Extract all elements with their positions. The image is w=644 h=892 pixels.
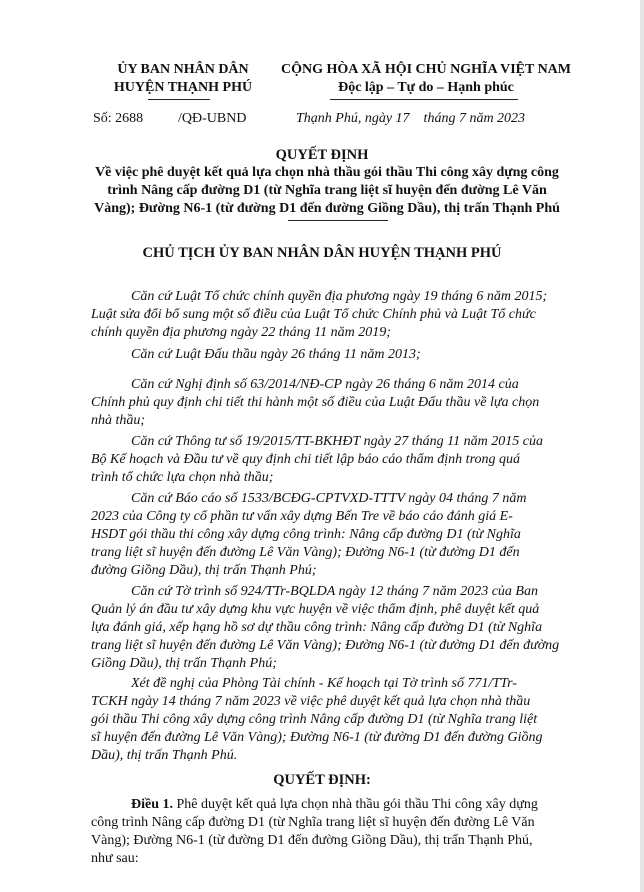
subject-line: Về việc phê duyệt kết quả lựa chọn nhà thầu gói thầu Thi công xây dựng công [95, 165, 559, 180]
document-title: QUYẾT ĐỊNH [275, 147, 369, 163]
document-code: /QĐ-UBND [178, 111, 247, 126]
legal-basis-paragraph [91, 433, 583, 487]
org-underline [148, 99, 210, 100]
basis-line: Quản lý án đầu tư xây dựng khu vực huyện về việc thẩm định, phê duyệt kết quả [91, 602, 540, 617]
page-edge [640, 0, 644, 892]
legal-basis-paragraph [91, 376, 583, 430]
basis-line: Xét đề nghị của Phòng Tài chính - Kế hoạch tại Tờ trình số 771/TTr- [131, 676, 517, 691]
basis-line: trình tổ chức lựa chọn nhà thầu; [91, 470, 274, 485]
decision-heading: QUYẾT ĐỊNH: [273, 772, 371, 788]
basis-line: Căn cứ Thông tư số 19/2015/TT-BKHĐT ngày 27 tháng 11 năm 2015 của [131, 434, 543, 449]
legal-basis-paragraph [91, 346, 583, 364]
place-date: Thạnh Phú, ngày 17 tháng 7 năm 2023 [296, 111, 526, 126]
basis-line: Căn cứ Luật Đấu thầu ngày 26 tháng 11 năm 2013; [131, 347, 421, 362]
article-first-line [91, 796, 583, 814]
org-name-line1: ỦY BAN NHÂN DÂN [117, 62, 249, 77]
basis-line: Căn cứ Nghị định số 63/2014/NĐ-CP ngày 26 tháng 6 năm 2014 của [131, 377, 519, 392]
basis-line: Chính phủ quy định chi tiết thi hành một số điều của Luật Đấu thầu về lựa chọn [91, 395, 540, 410]
national-motto: Độc lập – Tự do – Hạnh phúc [338, 80, 514, 95]
basis-line: Căn cứ Tờ trình số 924/TTr-BQLDA ngày 12 tháng 7 năm 2023 của Ban [131, 584, 538, 599]
article-line: Vàng); Đường N6-1 (từ đường D1 đến đường Giồng Dầu), thị trấn Thạnh Phú, [91, 833, 533, 848]
basis-line: Căn cứ Luật Tổ chức chính quyền địa phương ngày 19 tháng 6 năm 2015; [131, 289, 548, 304]
legal-basis-paragraph [91, 490, 583, 580]
basis-line: Luật sửa đổi bổ sung một số điều của Luật Tổ chức Chính phủ và Luật Tổ chức [91, 307, 536, 322]
basis-line: Dầu), thị trấn Thạnh Phú. [91, 748, 238, 763]
basis-line: 2023 của Công ty cổ phần tư vấn xây dựng Bến Tre về báo cáo đánh giá E- [91, 509, 513, 524]
legal-basis-paragraph [91, 583, 583, 673]
article-label: Điều 1. [131, 797, 173, 812]
basis-line: trang liệt sĩ huyện đến đường Lê Văn Vàng); Đường N6-1 (từ đường D1 đến đường [91, 638, 560, 653]
basis-line: đường Giồng Dầu), thị trấn Thạnh Phú; [91, 563, 317, 578]
article-1 [91, 796, 583, 868]
basis-line: sĩ huyện đến đường Lê Văn Vàng); Đường N6-1 (từ đường D1 đến đường Giồng [91, 730, 543, 745]
basis-line: chính quyền địa phương ngày 22 tháng 11 năm 2019; [91, 325, 391, 340]
subject-line: trình Nâng cấp đường D1 (từ Nghĩa trang liệt sĩ huyện đến đường Lê Văn [107, 183, 547, 198]
basis-line: Giồng Dầu), thị trấn Thạnh Phú; [91, 656, 277, 671]
basis-line: Căn cứ Báo cáo số 1533/BCĐG-CPTVXD-TTTV ngày 04 tháng 7 năm [131, 491, 527, 506]
article-line: công trình Nâng cấp đường D1 (từ Nghĩa trang liệt sĩ huyện đến đường Lê Văn [91, 815, 535, 830]
basis-line: nhà thầu; [91, 413, 146, 428]
basis-line: HSDT gói thầu thi công xây dựng công trình: Nâng cấp đường D1 (từ Nghĩa [91, 527, 521, 542]
national-title: CỘNG HÒA XÃ HỘI CHỦ NGHĨA VIỆT NAM [280, 62, 571, 77]
legal-basis-paragraph [91, 675, 583, 765]
subject-underline [288, 220, 388, 221]
basis-line: Bộ Kế hoạch và Đầu tư về quy định chi tiết lập báo cáo thẩm định trong quá [91, 452, 520, 467]
article-text: Phê duyệt kết quả lựa chọn nhà thầu gói thầu Thi công xây dựng [173, 797, 538, 812]
article-line: như sau: [91, 851, 139, 866]
motto-underline [330, 99, 518, 100]
org-name-line2: HUYỆN THẠNH PHÚ [113, 80, 253, 95]
document-number: Số: 2688 [93, 111, 144, 126]
basis-line: lựa đánh giá, xếp hạng hồ sơ dự thầu công trình: Nâng cấp đường D1 (từ Nghĩa [91, 620, 543, 635]
basis-line: TCKH ngày 14 tháng 7 năm 2023 về việc phê duyệt kết quả lựa chọn nhà thầu [91, 694, 531, 709]
legal-basis-paragraph [91, 288, 583, 342]
basis-line: gói thầu Thi công xây dựng công trình Nâng cấp đường D1 (từ Nghĩa trang liệt [91, 712, 538, 727]
subject-line: Vàng); Đường N6-1 (từ đường D1 đến đường Giồng Dầu), thị trấn Thạnh Phú [94, 201, 560, 216]
issuing-authority: CHỦ TỊCH ỦY BAN NHÂN DÂN HUYỆN THẠNH PHÚ [142, 245, 502, 261]
basis-line: trang liệt sĩ huyện đến đường Lê Văn Vàng); Đường N6-1 (từ đường D1 đến [91, 545, 520, 560]
